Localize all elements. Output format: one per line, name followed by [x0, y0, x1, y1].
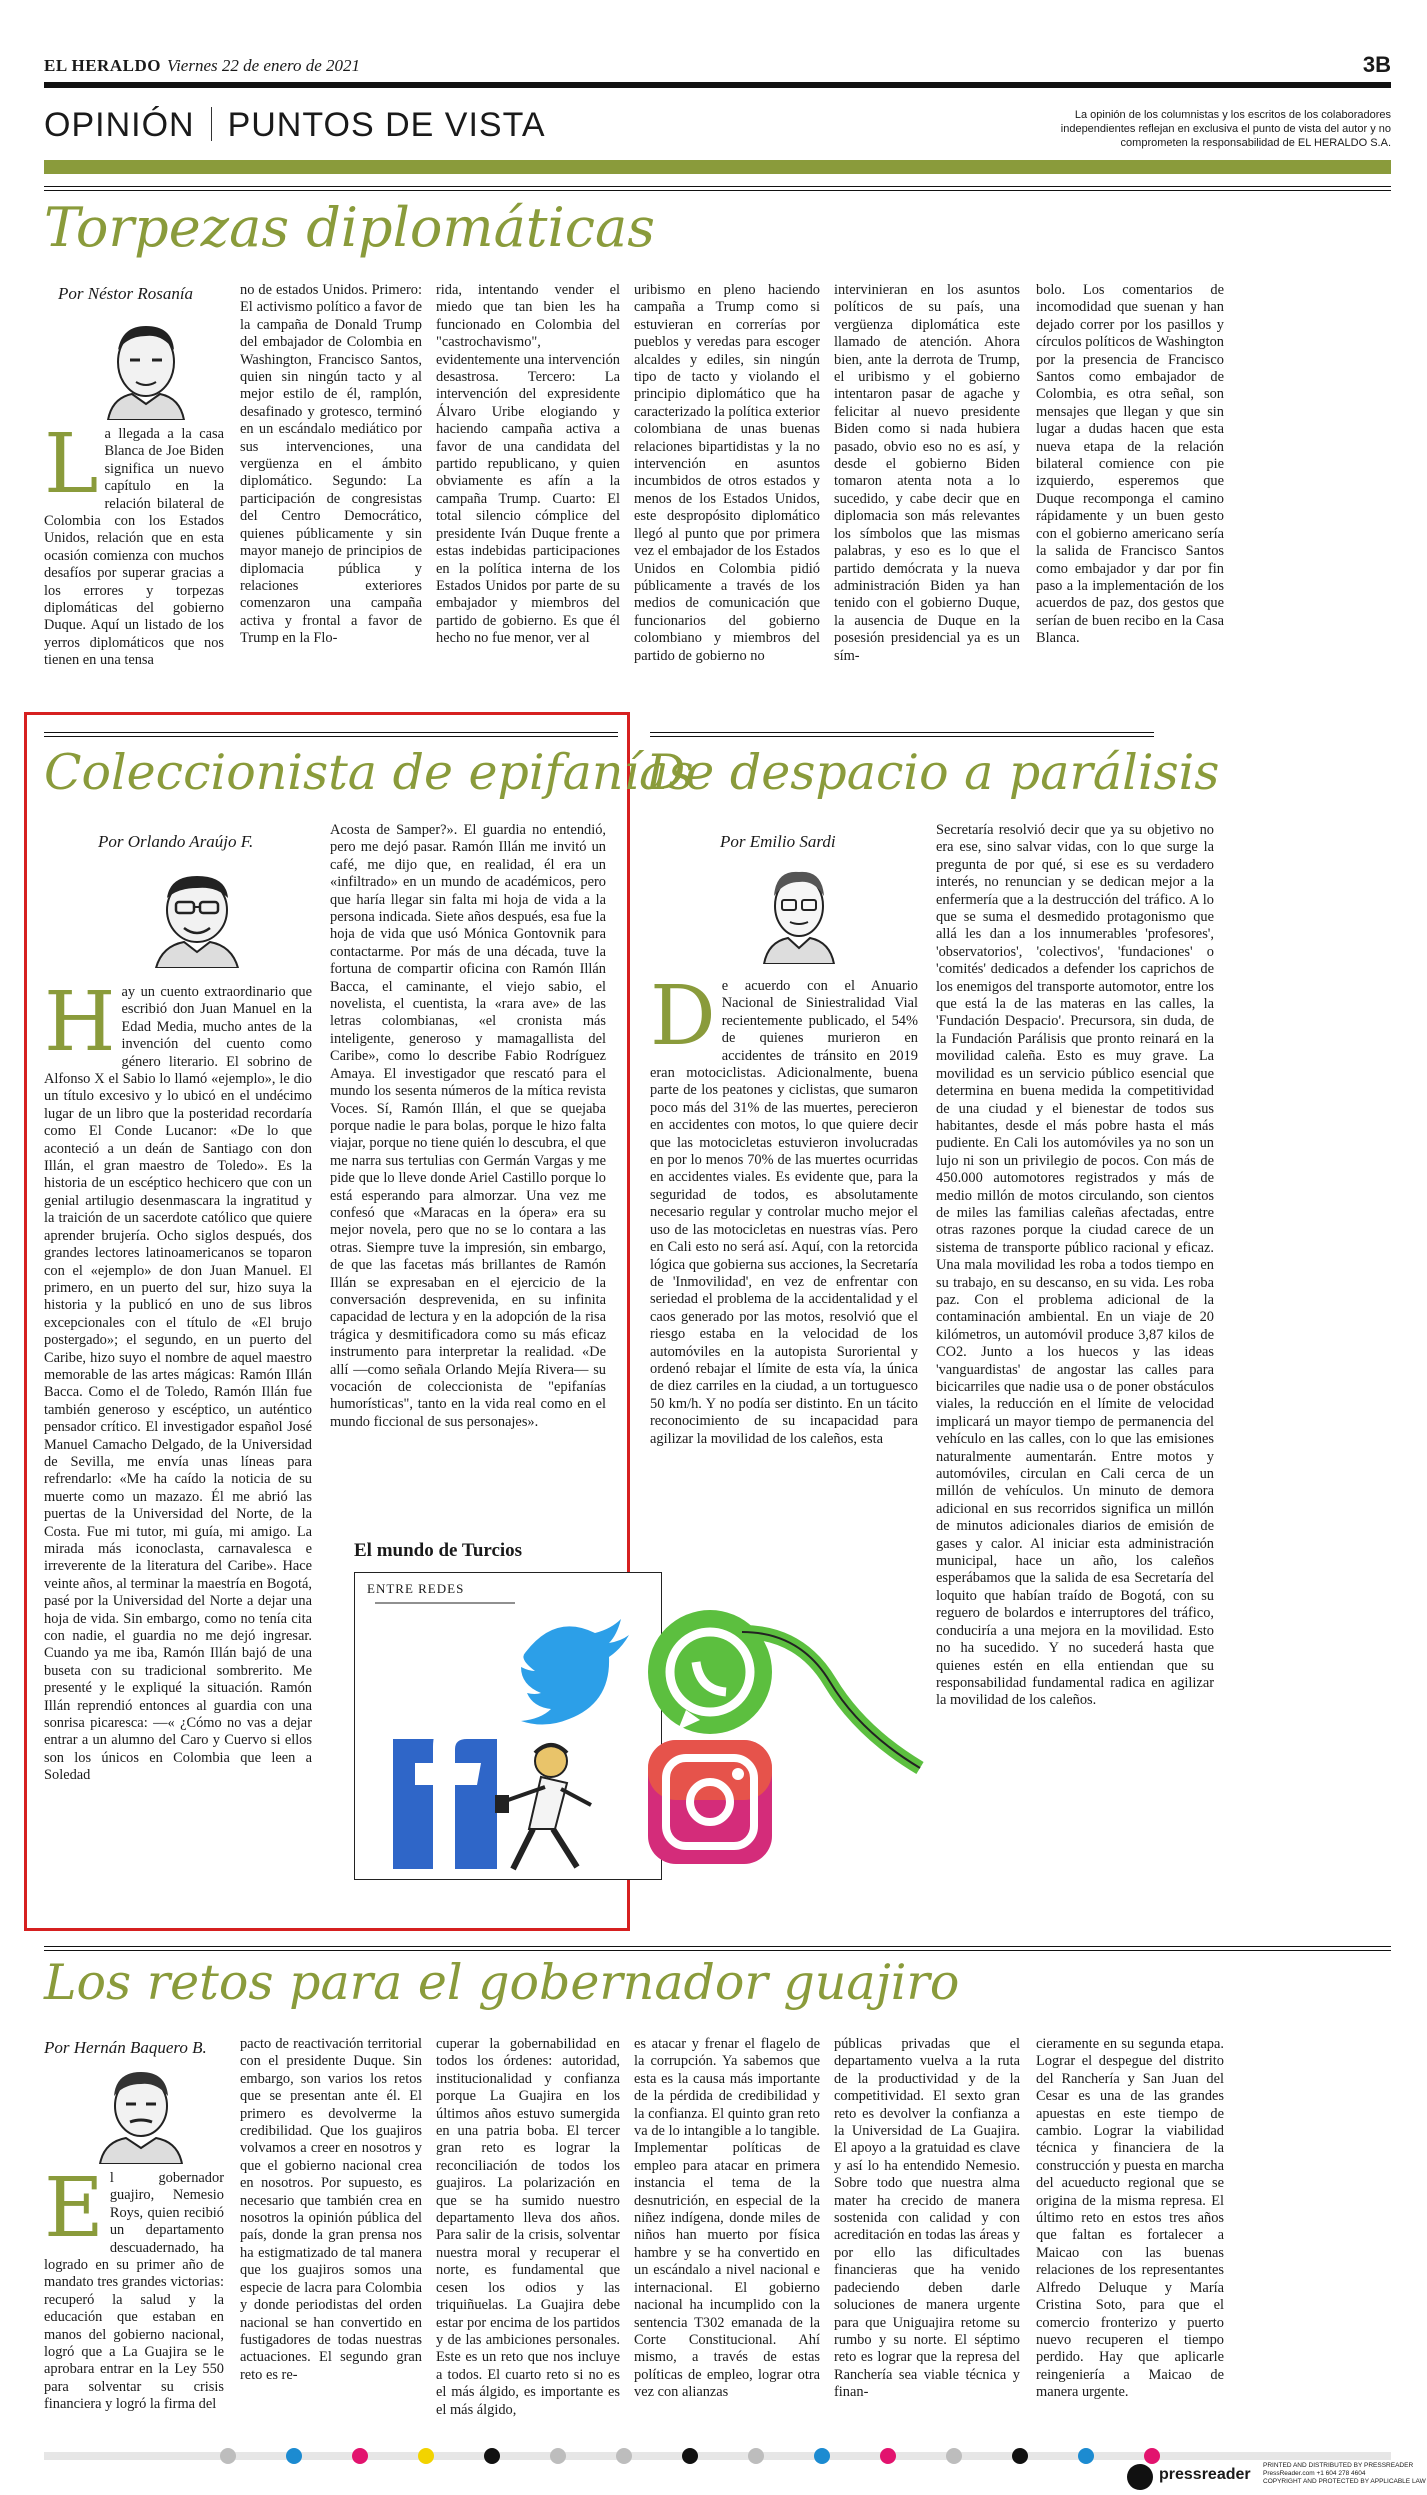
article-column: cieramente en su segunda etapa. Lograr el despegue del distrito del Ranchería y San Juan del Cesar es una de las grandes apuestas en este tiempo de cambio. Lograr la viabilidad técnica y financiera de la construcción y puesta en marcha del acueducto regional que se origina de la misma represa. El último reto en estos tres años que faltan es fortalecer a Maicao con las buenas relaciones de los representantes Alfredo Deluque y María Cristina Soto, para que el comercio fronterizo y puerto nuevo recuperen el tiempo perdido. Hay que aplicarle reingeniería a Maicao de manera urgente.	[1036, 2036, 1224, 2401]
registration-dot	[484, 2448, 500, 2464]
section-bar	[44, 160, 1391, 174]
article-column: es atacar y frenar el flagelo de la corrupción. Ya sabemos que esta es la causa más importante de la pérdida de credibilidad y la confianza. El quinto gran reto va de lo intangible a lo tangible. Implementar políticas de empleo para atacar en primera instancia el tema de la desnutrición, en especial de la niñez indígena, donde miles de niños han muerto por física hambre y se ha convertido en un escándalo a nivel nacional e internacional. El gobierno nacional ha incumplido con la sentencia T302 emanada de la Corte Constitucional. Ahí mismo, a través de estas políticas de empleo, lograr otra vez con alianzas	[634, 2036, 820, 2401]
article-column: Secretaría resolvió decir que ya su objetivo no era ese, sino salvar vidas, con lo que surge la pregunta de por qué, si ese es su verdadero interés, no renuncian y se dedican mejor a la enfermería que a la destrucción del tráfico. A lo que se suma el desmedido protagonismo que allá les dan a los innumerables 'profesores', 'observatorios', 'colectivos', 'fundaciones' o 'comités' dedicados a defender los caprichos de los enemigos del transporte automotor, entre los que está la de las materas en las calles, la 'Fundación Despacio'. Precursora, sin duda, de la Fundación Parálisis que pronto reinará en la movilidad caleña. Esto es muy grave. La movilidad es un servicio público esencial que determina en buena medida la competitividad de una ciudad y el bienestar de todos sus habitantes, desde el más pobre hasta el más pudiente. En Cali los automóviles ya no son un lujo ni son un privilegio de pocos. Con más de 450.000 automotores registrados y más de medio millón de motos circulando, son cientos de miles las familias caleñas afectadas, entre otras razones porque la ciudad carece de un sistema de transporte público racional y eficaz. Una mala movilidad les roba a todos tiempo en su trabajo, en su descanso, en su vida. Les roba paz. Con el problema adicional de la contaminación ambiental. En un viaje de 20 kilómetros, un automóvil produce 3,87 kilos de CO2. Junto a los huecos y las ideas 'vanguardistas' de angostar las calles para bicicarriles que nadie usa o de poner obstáculos viales, la reducción en el límite de velocidad implicará un mayor tiempo de permanencia del vehículo en las calles, con lo que las emisiones naturalmente aumentarán. Entre motos y automóviles, circulan en Cali cerca de un millón de vehículos. Un minuto de demora adicional en sus recorridos significa un millón de minutos adicionales diarios de emisión de gases y calor. Al iniciar esta administración municipal, hace un año, los caleños esperábamos que la salida de esa Secretaría del loquito que habían traído de Bogotá, con su reguero de bolardos e interruptores del tráfico, conduciría a una mejora en la movilidad. Esto no ha sucedido. Y no sucederá hasta que quienes estén en ella entiendan que su responsabilidad fundamental radica en agilizar la movilidad de los caleños.	[936, 822, 1214, 1709]
article-title: De despacio a parálisis	[646, 744, 1220, 801]
author-portrait	[142, 860, 252, 968]
registration-dot	[616, 2448, 632, 2464]
registration-dot	[880, 2448, 896, 2464]
registration-dot	[418, 2448, 434, 2464]
article-column	[44, 2170, 224, 2430]
author-portrait	[90, 2060, 192, 2164]
article-column: pacto de reactivación territorial con el presidente Duque. Sin embargo, son varios los retos que se presentan ante él. El primero es devolverme la credibilidad. Que los guajiros volvamos a creer en nosotros y que el gobierno nacional crea en nosotros. Por supuesto, es necesario que también crea en nosotros la opinión pública del país, donde la gran prensa nos ha estigmatizado de tal manera que los guajiros somos una especie de lacra para Colombia y donde periodistas del orden nacional se han convertido en fustigadores de todas nuestras actuaciones. El segundo gran reto es re-	[240, 2036, 422, 2383]
article-rule	[44, 186, 1391, 187]
masthead	[44, 56, 360, 76]
section-separator	[211, 107, 212, 141]
article-column: bolo. Los comentarios de incomodidad que suenan y han dejado correr por los pasillos y círculos políticos de Washington por la presencia de Francisco Santos como embajador de Colombia, es otra señal, son mensajes que llegan y que sin lugar a dudas hacen que esta nueva etapa de la relación bilateral comience con pie izquierdo, esperemos que Duque recomponga el camino rápidamente y un buen gesto con el gobierno americano sería la salida de Francisco Santos como embajador y dar por fin paso a la implementación de los acuerdos de paz, dos gestos que serían de buen recibo en la Casa Blanca.	[1036, 282, 1224, 647]
article-rule	[44, 190, 1391, 191]
pressreader-brand: pressreader	[1159, 2466, 1251, 2483]
article-column: cuperar la gobernabilidad en todos los órdenes: autoridad, institucionalidad y confianza porque La Guajira en los últimos años estuvo sumergida en una patria boba. El tercer gran reto es lograr la reconciliación de todos los guajiros. La polarización en que se ha sumido nuestro departamento lleva dos años. Para salir de la crisis, solventar nuestra moral y recuperar el norte, es fundamental que cesen los odios y las triquiñuelas. La Guajira debe estar por encima de los partidos y de las ambiciones personales. Este es un reto que nos incluye a todos. El cuarto reto si no es el más álgido, es importante es el más álgido,	[436, 2036, 620, 2418]
cartoon-label: ENTRE REDES	[367, 1581, 465, 1596]
article-column	[44, 426, 224, 704]
registration-dot	[1012, 2448, 1028, 2464]
author-portrait	[756, 860, 842, 964]
article-title: Los retos para el gobernador guajiro	[44, 1954, 960, 2011]
issue-date: Viernes 22 de enero de 2021	[166, 56, 361, 75]
author-portrait	[92, 312, 200, 420]
article-column: rida, intentando vender el miedo que tan bien les ha funcionado en Colombia del "castrochavismo", evidentemente una intervención desastrosa. Tercero: La intervención del expresidente Álvaro Uribe elogiando y haciendo campaña activa a favor de una candidata del partido republicano, y quien obviamente es afín a la campaña Trump. Cuarto: El total silencio cómplice del presidente Iván Duque frente a estas indebidas participaciones en la política interna de los Estados Unidos por parte de su embajador y miembros del partido de gobierno. Es que él hecho no fue menor, ver al	[436, 282, 620, 647]
pressreader-stamp	[1127, 2462, 1426, 2492]
article-title: Torpezas diplomáticas	[44, 196, 655, 259]
disclaimer: La opinión de los columnistas y los escritos de los colaboradores independientes reflejan en exclusiva el punto de vista del autor y no comprometen la responsabilidad de EL HERALDO S.A.	[1060, 109, 1391, 149]
pressreader-text	[1263, 2462, 1426, 2486]
cartoon-illustration	[355, 1573, 661, 1879]
article-rule	[44, 1950, 1391, 1951]
article-byline: Por Orlando Araújo F.	[98, 832, 254, 851]
drop-cap: E	[44, 2170, 104, 2256]
column-text: a llegada a la casa Blanca de Joe Biden significa un nuevo capítulo en la relación bilateral de Colombia con los Estados Unidos, relación que en esta ocasión comienza con muchos desafíos por superar gracias a los errores y torpezas diplomáticas del gobierno Duque. Aquí un listado de los yerros diplomáticos que nos tienen en una tensa	[44, 426, 224, 669]
article-column: intervinieran en los asuntos políticos de su país, una vergüenza diplomática este llamado de atención. Ahora bien, ante la derrota de Trump, el uribismo y el gobierno intentaron pasar de agache y felicitar al nuevo presidente Biden como si nada hubiera pasado, obvio eso no es así, y desde el gobierno Biden tomaron atenta nota a lo sucedido, y cabe decir que en diplomacia son más relevantes los símbolos que las mismas palabras, y eso es lo que el partido demócrata y la nueva administración Biden ya han tenido con el gobierno Duque, la ausencia de Duque en la posesión presidencial ya es un sím-	[834, 282, 1020, 664]
article-byline: Por Hernán Baquero B.	[44, 2038, 207, 2057]
registration-dot	[286, 2448, 302, 2464]
article-byline: Por Néstor Rosanía	[58, 284, 194, 303]
pressreader-icon	[1127, 2464, 1153, 2490]
article-rule	[650, 732, 1154, 733]
registration-dot	[352, 2448, 368, 2464]
header-rule	[44, 82, 1391, 88]
pressreader-line: PressReader.com +1 604 278 4604	[1263, 2470, 1366, 2477]
article-rule	[44, 1946, 1391, 1947]
cartoon	[354, 1572, 662, 1880]
drop-cap: L	[44, 426, 99, 512]
article-rule	[44, 732, 618, 733]
registration-dot	[220, 2448, 236, 2464]
article-column	[44, 984, 312, 1884]
section-subtitle: PUNTOS DE VISTA	[227, 106, 546, 144]
registration-dot	[682, 2448, 698, 2464]
registration-dot	[946, 2448, 962, 2464]
newspaper-name: EL HERALDO	[44, 56, 161, 75]
registration-dot	[748, 2448, 764, 2464]
pressreader-line: COPYRIGHT AND PROTECTED BY APPLICABLE LAW	[1263, 2478, 1426, 2485]
article-title: Coleccionista de epifanías	[44, 744, 694, 801]
pressreader-line: PRINTED AND DISTRIBUTED BY PRESSREADER	[1263, 2462, 1414, 2469]
print-registration-bar	[44, 2452, 1391, 2460]
section-header	[44, 106, 546, 145]
section-title: OPINIÓN	[44, 106, 195, 144]
page-number: 3B	[1362, 52, 1391, 77]
drop-cap: D	[650, 978, 716, 1064]
registration-dot	[814, 2448, 830, 2464]
column-text: ay un cuento extraordinario que escribió don Juan Manuel en la Edad Media, mucho antes de la invención del cuento como género literario. El sobrino de Alfonso X el Sabio lo llamó «ejemplo», le dio un título excesivo y lo ubicó en el undécimo lugar de un libro que la posteridad recordaría como El Conde Lucanor: «De lo que aconteció a un deán de Santiago con don Illán, el gran maestro de Toledo». Es la historia de un escéptico hechicero que con un genial artilugio desenmascara la ingratitud y la traición de un sacerdote católico que quiere aprender brujería. Ocho siglos después, dos grandes lectores latinoamericanos se toparon con el «ejemplo» de don Juan Manuel. El primero, en un puerto del sur, hizo suya la historia y la publicó en uno de sus libros excepcionales con el título de «El brujo postergado»; el segundo, en un puerto del Caribe, hizo suyo el nombre de aquel maestro memorable de las artes mágicas: Ramón Illán Bacca. Como el de Toledo, Ramón Illán fue también generoso y escéptico, un auténtico pensador crítico. El investigador español José Manuel Camacho Delgado, de la Universidad de Sevilla, me envía unas líneas para refrendarlo: «Me ha caído la noticia de su muerte como un mazazo. Él me abrió las puertas de la Universidad del Norte, de la Costa. Fue mi tutor, mi guía, mi amigo. La mirada más iconoclasta, carnavalesca e irreverente de la literatura del Caribe». Hace veinte años, al terminar la maestría en Bogotá, pasé por la Universidad del Norte a dejar una hoja de vida. Sin embargo, como no tenía cita con nadie, el guardia no me dejó ingresar. Cuando ya me iba, Ramón Illán bajó de una buseta con su tradicional sombrerito. Me presenté y le expliqué la situación. Ramón Illán reprendió entonces al guardia con una sonrisa picaresca: —« ¿Cómo no vas a dejar entrar a un alumno del Caro y Cuervo si ellos son los únicos en Colombia que leen a Soledad	[44, 984, 312, 1784]
registration-dot	[550, 2448, 566, 2464]
article-column: uribismo en pleno haciendo campaña a Trump como si estuvieran en correrías por pueblos y veredas para escoger alcaldes y ediles, sin ningún tipo de tacto y violando el principio diplomático que ha caracterizado la política exterior colombiana de unas buenas relaciones bipartidistas y la no intervención en asuntos incumbidos de otros estados y menos de los Estados Unidos, este despropósito diplomático llegó al punto que por primera vez el embajador de los Estados Unidos en Colombia pidió públicamente a través de los medios de comunicación que funcionarios del gobierno colombiano y miembros del partido de gobierno no	[634, 282, 820, 664]
article-column: públicas privadas que el departamento vuelva a la ruta de la productividad y de la competitividad. El sexto gran reto es devolver la confianza a la Universidad de La Guajira. El apoyo a la gratuidad es clave y así lo ha entendido Nemesio. Sobre todo que nuestra alma mater ha crecido de manera sostenida con calidad y con acreditación en todas las áreas y por ello las dificultades financieras que ha venido padeciendo deben darle soluciones de manera urgente para que Uniguajira retome su rumbo y su norte. El séptimo reto es lograr que la represa del Ranchería sea viable técnica y finan-	[834, 2036, 1020, 2401]
column-text: e acuerdo con el Anuario Nacional de Siniestralidad Vial recientemente publicado, el 54% de quienes murieron en accidentes de tránsito en 2019 eran motociclistas. Adicionalmente, buena parte de los peatones y ciclistas, que sumaron poco más del 31% de las muertes, perecieron en accidentes con motos, lo que quiere decir que las motocicletas estuvieron involucradas en por lo menos 70% de las muertes ocurridas en accidentes viales. Es evidente que, para la seguridad de todos, es absolutamente necesario regular y controlar mucho mejor el uso de las motocicletas en nuestras vías. Pero en Cali esto no será así. Aquí, con la retorcida lógica que gobierna sus acciones, la Secretaría de 'Inmovilidad', en vez de enfrentar con seriedad el problema de la accidentalidad y el caos generado por las motos, resolvió que el riesgo estaba en la velocidad de los automóviles en la autopista Suroriental y ordenó rebajar el límite de esta vía, la única de diez carriles en la ciudad, a un tortuguesco 50 km/h. Y no podía ser distinto. En un tácito reconocimiento de su incapacidad para agilizar la movilidad de los caleños, esta	[650, 978, 918, 1447]
article-rule	[650, 736, 1154, 737]
article-column: Acosta de Samper?». El guardia no entendió, pero me dejó pasar. Ramón Illán me invitó un café, me dijo que, en realidad, él era un «infiltrado» en un mundo de académicos, pero que haría llegar sin falta mi hoja de vida a la persona indicada. Siete años después, esa fue la hoja de vida que usó Mónica Gontovnik para contactarme. Por más de una década, tuve la fortuna de compartir oficina con Ramón Illán Bacca, el caminante, el viejo sabio, el novelista, el cuentista, la «rara ave» de las letras colombianas, «el cronista más inteligente, generoso y mamagallista del Caribe», como lo describe Fabio Rodríguez Amaya. El investigador que rescató para el mundo los sesenta números de la mítica revista Voces. Sí, Ramón Illán, el que se quejaba porque nadie le para bolas, porque le hizo falta viajar, porque no tiene quién lo descubra, el que me narra sus tertulias con Germán Vargas y me pide que lo lleve donde Ariel Castillo porque lo está esperando para almorzar. Una vez me confesó que «Maracas en la ópera» era su mejor novela, pero que no se lo contara a las otras. Siempre tuve la impresión, sin embargo, de que las facetas más brillantes de Ramón Illán se expresaban en el ejercicio de la conversación desprevenida, en su infinita capacidad de lectura y en la adopción de la risa trágica y desmitificadora como su más eficaz instrumento para interpretar la realidad. «De allí —como señala Orlando Mejía Rivera— su vocación de coleccionista de "epifanías humorísticas", tanto en la vida real como en el mundo ficcional de sus personajes».	[330, 822, 606, 1430]
cartoon-title: El mundo de Turcios	[354, 1540, 523, 1561]
column-text: l gobernador guajiro, Nemesio Roys, quien recibió un departamento descuadernado, ha logrado en su primer año de mandato tres grandes victorias: recuperó la salud y la educación que estaban en manos del gobierno nacional, logró que a La Guajira se le aprobara entrar en la Ley 550 para solventar su crisis financiera y logró la firma del	[44, 2170, 224, 2413]
article-byline: Por Emilio Sardi	[720, 832, 836, 851]
article-rule	[44, 736, 618, 737]
registration-dot	[1078, 2448, 1094, 2464]
article-column	[650, 978, 918, 1870]
drop-cap: H	[44, 984, 116, 1070]
article-column: no de estados Unidos. Primero: El activismo político a favor de la campaña de Donald Trump del embajador de Colombia en Washington, Francisco Santos, quien sin ningún tacto y al mejor estilo de él, ramplón, desafinado y grotesco, terminó en un escándalo mediático por sus intervenciones, una vergüenza en el ámbito diplomático. Segundo: La participación de congresistas del Centro Democrático, quienes públicamente y sin mayor manejo de principios de diplomacia pública y relaciones exteriores comenzaron una campaña activa y frontal a favor de Trump en la Flo-	[240, 282, 422, 647]
